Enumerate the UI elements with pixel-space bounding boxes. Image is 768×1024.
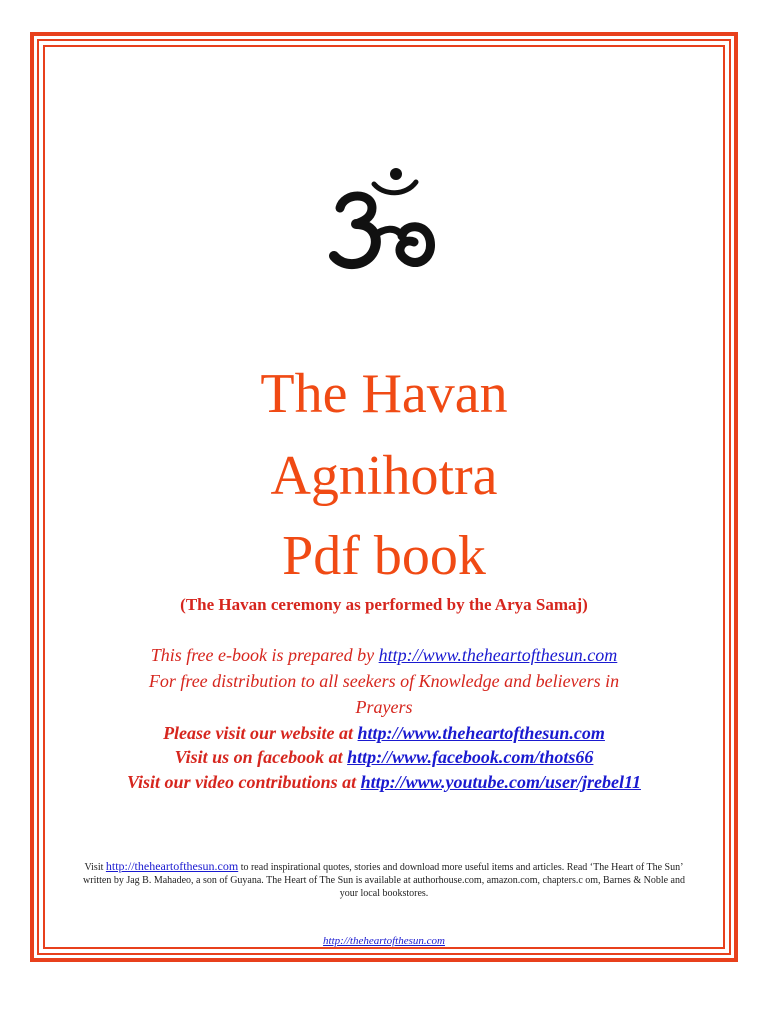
video-text: Visit our video contributions at xyxy=(127,772,361,792)
website-link[interactable]: http://www.theheartofthesun.com xyxy=(357,723,605,743)
footer-link[interactable]: http://theheartofthesun.com xyxy=(323,935,445,947)
prepared-by-link[interactable]: http://www.theheartofthesun.com xyxy=(378,645,618,665)
subtitle: (The Havan ceremony as performed by the Arya Samaj) xyxy=(180,595,588,614)
footer-note-link[interactable]: http://theheartofthesun.com xyxy=(105,859,239,873)
website-line xyxy=(0,722,768,744)
om-symbol-icon xyxy=(322,166,446,286)
footer-link-line xyxy=(0,935,768,947)
facebook-text: Visit us on facebook at xyxy=(174,747,348,767)
footer-note-suffix: to read inspirational quotes, stories and download more useful items and articles. Read ‘The Heart of The Sun’ written by Jag B. Mahadeo, a son of Guyana. The Heart of The Sun is available at authorhouse.com, amazon.com, chapters.c om, Barnes & Noble and your local bookstores. xyxy=(83,862,685,899)
distribution-line-2: Prayers xyxy=(355,697,413,717)
title-line-3: Pdf book xyxy=(282,525,486,587)
website-text: Please visit our website at xyxy=(163,723,358,743)
facebook-line xyxy=(0,746,768,768)
title-line-2: Agnihotra xyxy=(270,445,498,507)
prepared-by-text: This free e-book is prepared by xyxy=(150,645,379,665)
footer-note-prefix: Visit xyxy=(84,862,106,873)
facebook-link[interactable]: http://www.facebook.com/thots66 xyxy=(347,747,594,767)
distribution-line-1: For free distribution to all seekers of Knowledge and believers in xyxy=(148,671,620,691)
video-link[interactable]: http://www.youtube.com/user/jrebel11 xyxy=(360,772,641,792)
video-line xyxy=(0,771,768,793)
prepared-by-line xyxy=(0,644,768,666)
footer-note xyxy=(80,860,688,900)
title-line-1: The Havan xyxy=(260,363,508,425)
